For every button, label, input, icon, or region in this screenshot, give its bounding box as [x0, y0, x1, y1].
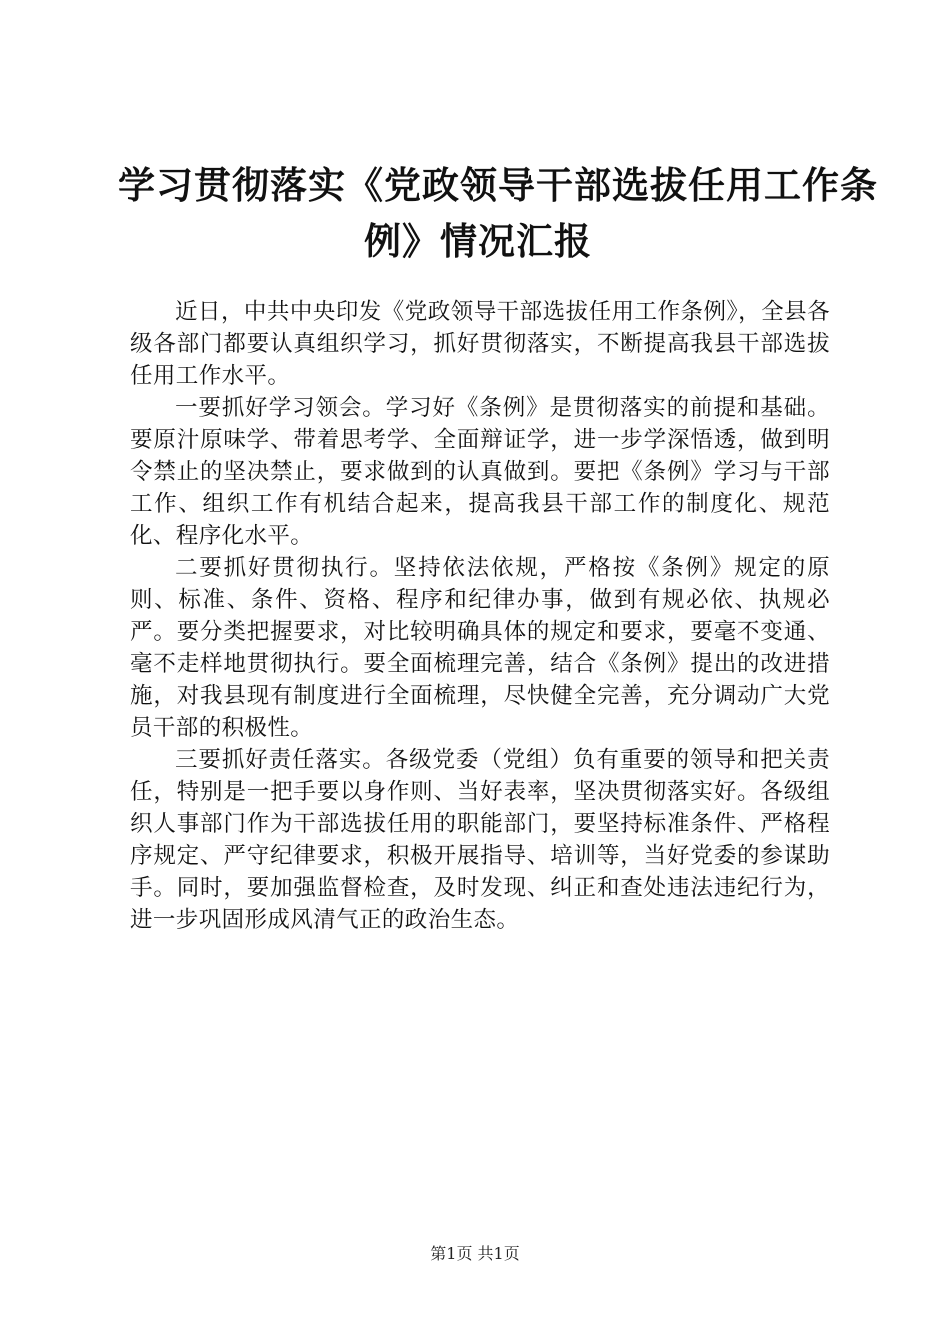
- paragraph-study: 一要抓好学习领会。学习好《条例》是贯彻落实的前提和基础。要原汁原味学、带着思考学、全面辩证学，进一步学深悟透，做到明令禁止的坚决禁止，要求做到的认真做到。要把《条例》学习与干部工作、组织工作有机结合起来，提高我县干部工作的制度化、规范化、程序化水平。: [130, 395, 830, 549]
- document-body: [130, 296, 830, 936]
- paragraph-implement: 二要抓好贯彻执行。坚持依法依规，严格按《条例》规定的原则、标准、条件、资格、程序和纪律办事，做到有规必依、执规必严。要分类把握要求，对比较明确具体的规定和要求，要毫不变通、毫不走样地贯彻执行。要全面梳理完善，结合《条例》提出的改进措施，对我县现有制度进行全面梳理，尽快健全完善，充分调动广大党员干部的积极性。: [130, 555, 830, 741]
- paragraph-intro: 近日，中共中央印发《党政领导干部选拔任用工作条例》，全县各级各部门都要认真组织学习，抓好贯彻落实，不断提高我县干部选拔任用工作水平。: [130, 299, 830, 389]
- document-title-line-1: 学习贯彻落实《党政领导干部选拔任用工作条: [118, 164, 878, 207]
- paragraph-responsibility: 三要抓好责任落实。各级党委（党组）负有重要的领导和把关责任，特别是一把手要以身作则、当好表率，坚决贯彻落实好。各级组织人事部门作为干部选拔任用的职能部门，要坚持标准条件、严格程序规定、严守纪律要求，积极开展指导、培训等，当好党委的参谋助手。同时，要加强监督检查，及时发现、纠正和查处违法违纪行为，进一步巩固形成风清气正的政治生态。: [130, 747, 830, 933]
- page-footer: 第1页 共1页: [430, 1244, 520, 1263]
- document-title: [118, 158, 878, 270]
- document-title-line-2: 例》情况汇报: [364, 220, 592, 263]
